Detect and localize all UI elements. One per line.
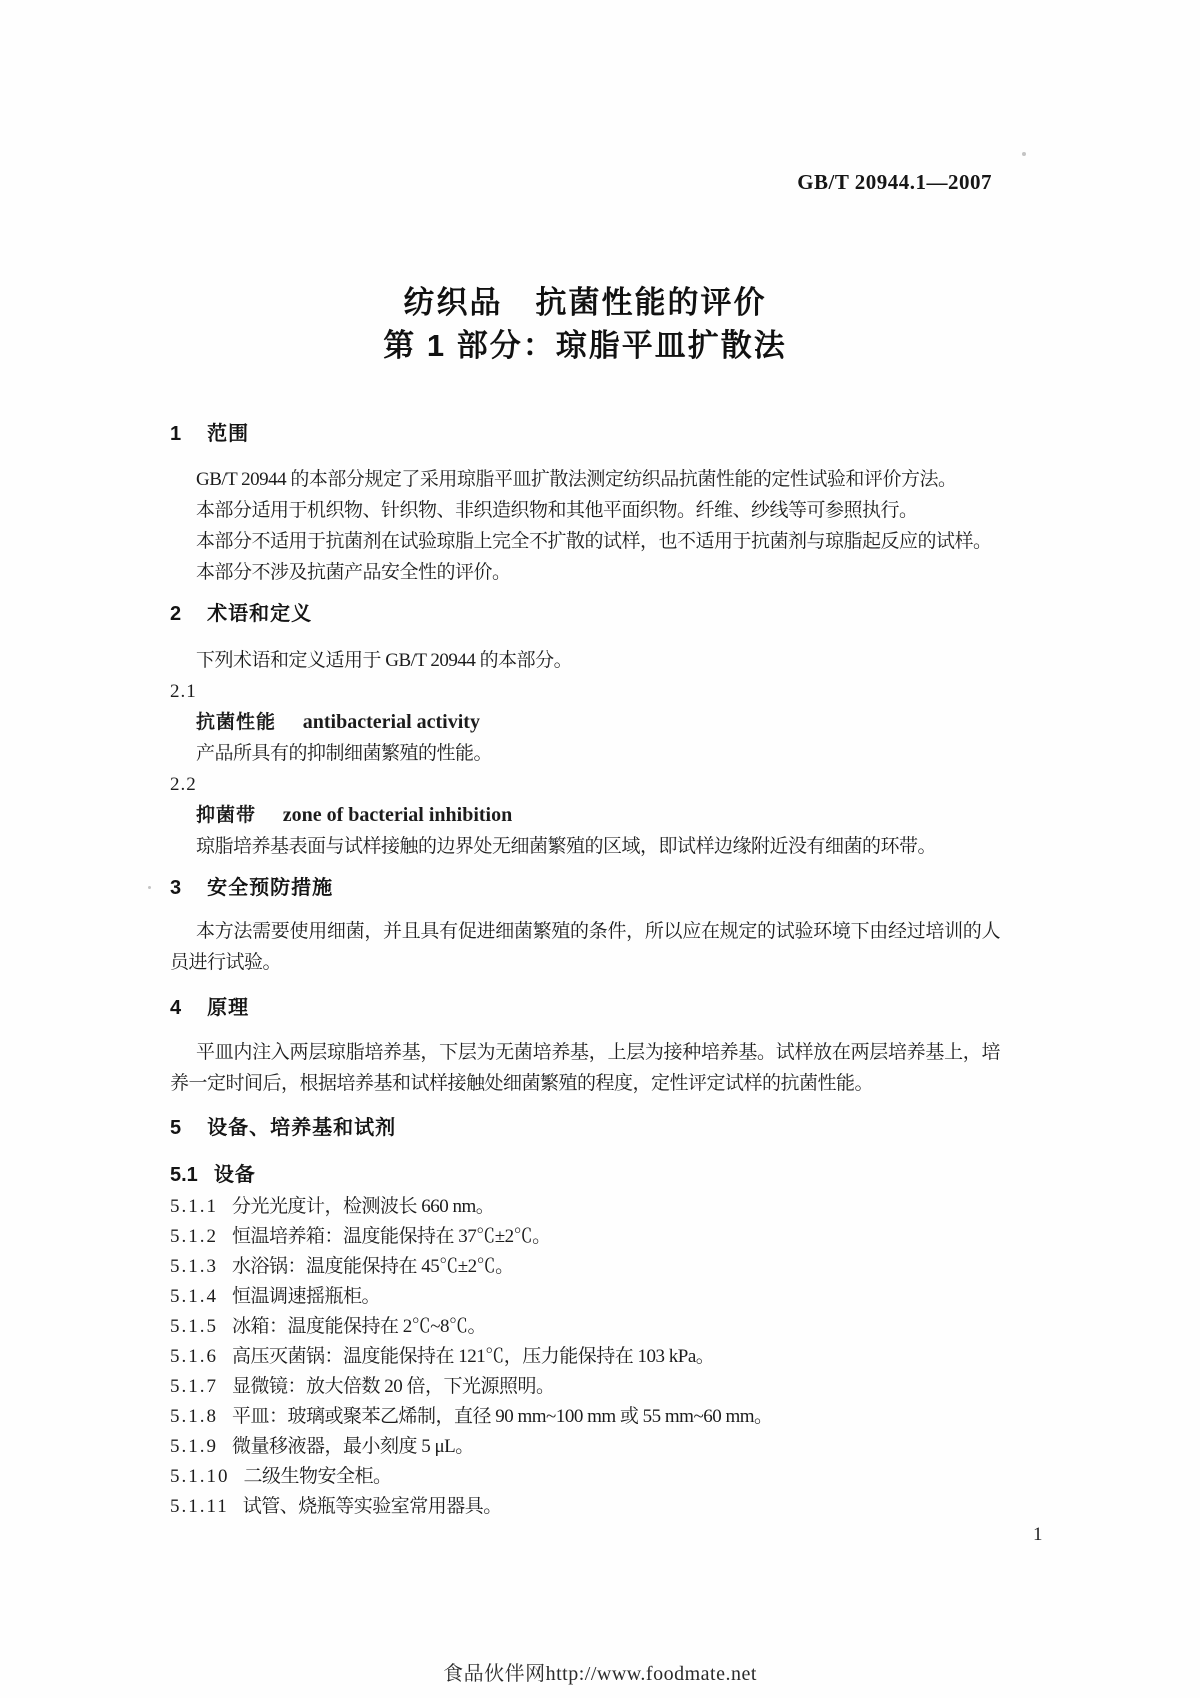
clause-text: 试管、烧瓶等实验室常用器具。 bbox=[242, 1496, 502, 1517]
equipment-item bbox=[170, 1252, 1000, 1282]
section-title: 原理 bbox=[207, 997, 250, 1019]
page-number: 1 bbox=[1033, 1524, 1043, 1545]
clause-number: 5.1.5 bbox=[170, 1316, 218, 1337]
term-name-zh: 抑菌带 bbox=[196, 805, 257, 826]
section-heading-equipment bbox=[170, 1117, 1000, 1139]
section-heading-terms bbox=[170, 603, 1000, 625]
paragraph: 本方法需要使用细菌，并且具有促进细菌繁殖的条件，所以应在规定的试验环境下由经过培训的人员进行试验。 bbox=[170, 921, 1000, 973]
term-definition: 产品所具有的抑制细菌繁殖的性能。 bbox=[196, 743, 493, 764]
standard-number: GB/T 20944.1—2007 bbox=[797, 170, 992, 194]
term-entry bbox=[170, 676, 1000, 769]
clause-number: 5.1.1 bbox=[170, 1196, 218, 1217]
clause-text: 平皿：玻璃或聚苯乙烯制，直径 90 mm~100 mm 或 55 mm~60 mm。 bbox=[232, 1406, 773, 1427]
clause-number: 5.1.11 bbox=[170, 1496, 229, 1517]
clause-text: 二级生物安全柜。 bbox=[243, 1466, 392, 1487]
clause-text: 微量移液器，最小刻度 5 μL。 bbox=[232, 1436, 474, 1457]
clause-number: 5.1.8 bbox=[170, 1406, 218, 1427]
term-name-zh: 抗菌性能 bbox=[196, 712, 277, 733]
section-title: 安全预防措施 bbox=[207, 877, 334, 899]
clause-text: 水浴锅：温度能保持在 45℃±2℃。 bbox=[232, 1256, 514, 1277]
term-name-en: antibacterial activity bbox=[302, 711, 480, 733]
section-title: 设备、培养基和试剂 bbox=[207, 1117, 397, 1139]
equipment-item bbox=[170, 1222, 1000, 1252]
paragraph: GB/T 20944 的本部分规定了采用琼脂平皿扩散法测定纺织品抗菌性能的定性试验和评价方法。 bbox=[196, 469, 957, 490]
section-number: 3 bbox=[170, 877, 182, 899]
subsection-heading-equipment bbox=[170, 1164, 1000, 1186]
equipment-item bbox=[170, 1372, 1000, 1402]
section-number: 4 bbox=[170, 997, 182, 1019]
term-definition: 琼脂培养基表面与试样接触的边界处无细菌繁殖的区域，即试样边缘附近没有细菌的环带。 bbox=[196, 836, 937, 857]
subsection-number: 5.1 bbox=[170, 1164, 198, 1186]
equipment-item bbox=[170, 1192, 1000, 1222]
clause-text: 分光光度计，检测波长 660 nm。 bbox=[232, 1196, 495, 1217]
title-line-2: 第 1 部分：琼脂平皿扩散法 bbox=[383, 328, 787, 363]
document-title bbox=[170, 281, 1000, 367]
equipment-item bbox=[170, 1492, 1000, 1522]
equipment-item bbox=[170, 1312, 1000, 1342]
subsection-title: 设备 bbox=[213, 1164, 256, 1186]
clause-number: 5.1.4 bbox=[170, 1286, 218, 1307]
footer-watermark: 食品伙伴网http://www.foodmate.net bbox=[443, 1663, 757, 1685]
term-name bbox=[170, 800, 1000, 831]
term-number: 2.1 bbox=[170, 681, 197, 702]
clause-number: 5.1.7 bbox=[170, 1376, 218, 1397]
clause-number: 5.1.2 bbox=[170, 1226, 218, 1247]
term-number: 2.2 bbox=[170, 774, 197, 795]
section-heading-safety bbox=[170, 877, 1000, 899]
paragraph: 本部分适用于机织物、针织物、非织造织物和其他平面织物。纤维、纱线等可参照执行。 bbox=[196, 500, 918, 521]
equipment-item bbox=[170, 1462, 1000, 1492]
equipment-list bbox=[170, 1192, 1000, 1522]
section-heading-principle bbox=[170, 997, 1000, 1019]
section-heading-scope bbox=[170, 423, 1000, 445]
clause-text: 显微镜：放大倍数 20 倍，下光源照明。 bbox=[232, 1376, 555, 1397]
section-number: 5 bbox=[170, 1117, 182, 1139]
section-number: 2 bbox=[170, 603, 182, 625]
clause-number: 5.1.3 bbox=[170, 1256, 218, 1277]
scope-paragraphs bbox=[170, 464, 1000, 588]
clause-number: 5.1.6 bbox=[170, 1346, 218, 1367]
equipment-item bbox=[170, 1342, 1000, 1372]
section-title: 范围 bbox=[207, 423, 250, 445]
equipment-item bbox=[170, 1402, 1000, 1432]
equipment-item bbox=[170, 1432, 1000, 1462]
paragraph: 平皿内注入两层琼脂培养基，下层为无菌培养基，上层为接种培养基。试样放在两层培养基上，培养一定时间后，根据培养基和试样接触处细菌繁殖的程度，定性评定试样的抗菌性能。 bbox=[170, 1042, 1000, 1094]
term-name-en: zone of bacterial inhibition bbox=[282, 804, 513, 826]
term-name bbox=[170, 707, 1000, 738]
clause-number: 5.1.9 bbox=[170, 1436, 218, 1457]
clause-text: 冰箱：温度能保持在 2℃~8℃。 bbox=[232, 1316, 487, 1337]
clause-number: 5.1.10 bbox=[170, 1466, 230, 1487]
section-number: 1 bbox=[170, 423, 182, 445]
title-line-1: 纺织品 抗菌性能的评价 bbox=[403, 285, 767, 320]
scan-speck bbox=[148, 886, 151, 889]
paragraph: 本部分不涉及抗菌产品安全性的评价。 bbox=[196, 562, 511, 583]
clause-text: 高压灭菌锅：温度能保持在 121℃，压力能保持在 103 kPa。 bbox=[232, 1346, 715, 1367]
equipment-item bbox=[170, 1282, 1000, 1312]
document-body bbox=[170, 423, 1000, 1522]
clause-text: 恒温调速摇瓶柜。 bbox=[232, 1286, 381, 1307]
section-title: 术语和定义 bbox=[207, 603, 313, 625]
term-entry bbox=[170, 769, 1000, 862]
paragraph: 本部分不适用于抗菌剂在试验琼脂上完全不扩散的试样，也不适用于抗菌剂与琼脂起反应的试样。 bbox=[196, 531, 992, 552]
scan-speck bbox=[1022, 152, 1026, 156]
terms-intro: 下列术语和定义适用于 GB/T 20944 的本部分。 bbox=[196, 650, 573, 671]
clause-text: 恒温培养箱：温度能保持在 37℃±2℃。 bbox=[232, 1226, 551, 1247]
